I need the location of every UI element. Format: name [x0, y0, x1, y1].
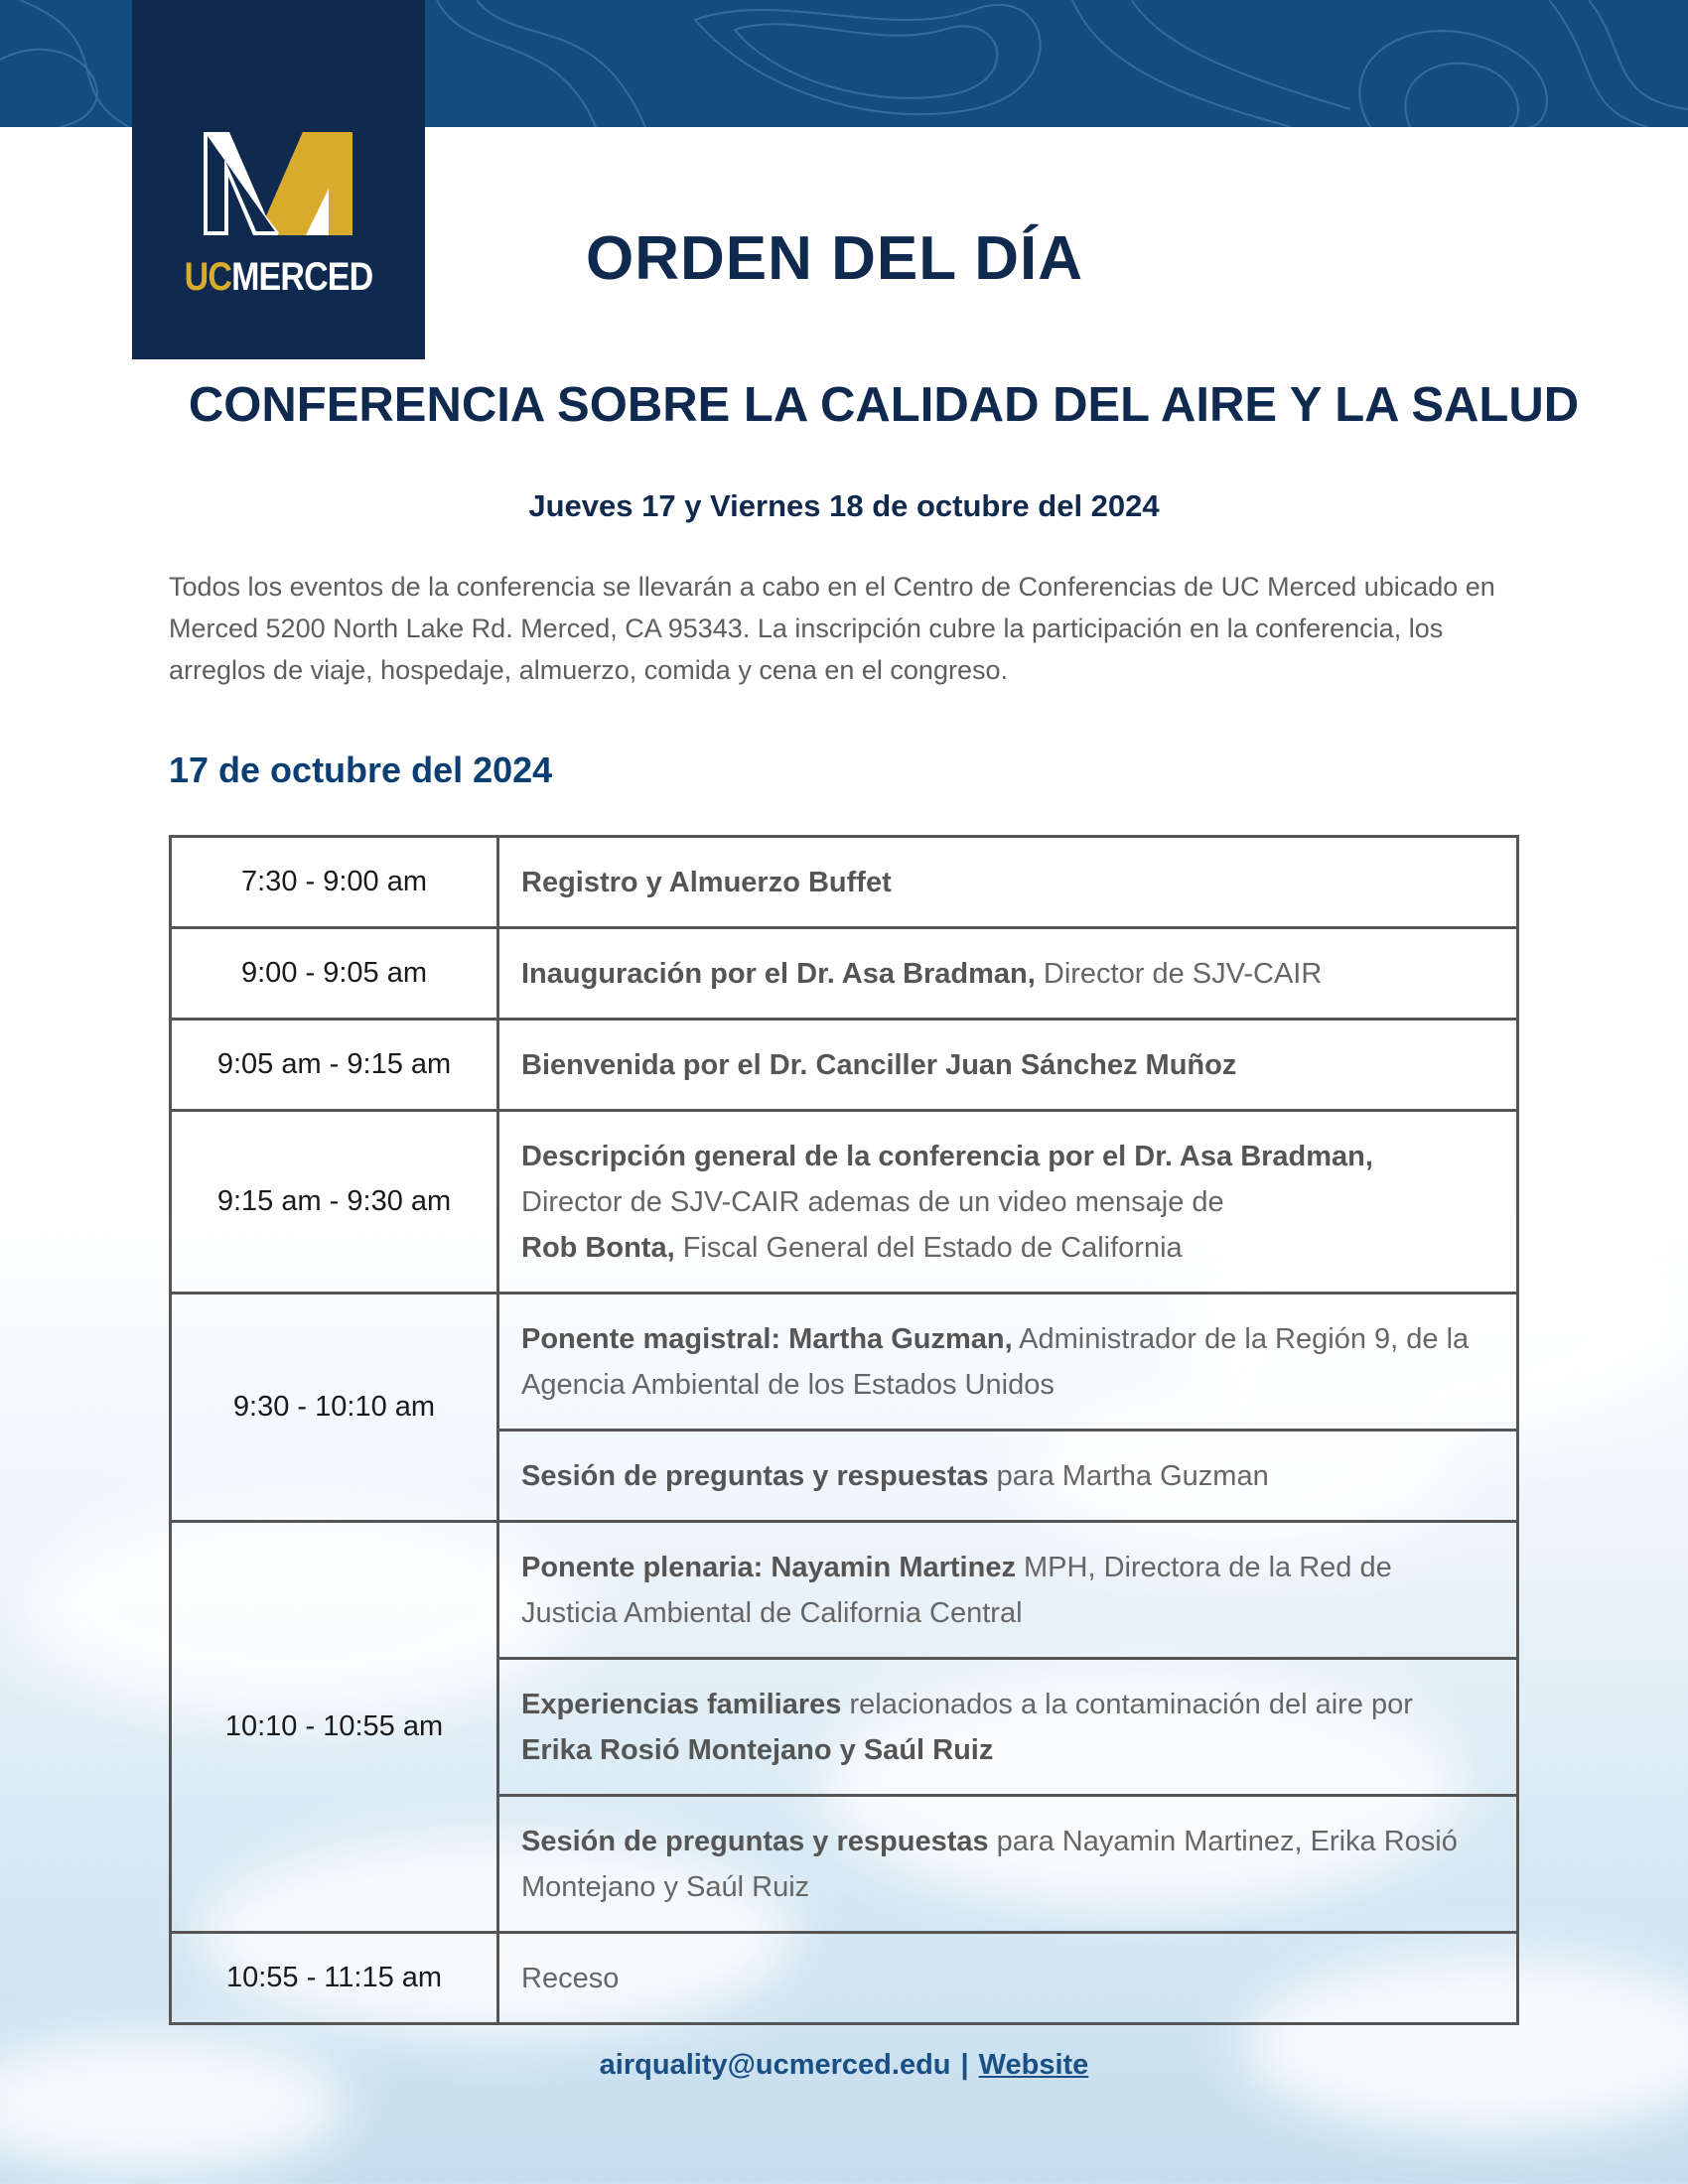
- agenda-text-bold: Erika Rosió Montejano y Saúl Ruiz: [521, 1733, 994, 1766]
- agenda-text-bold: Sesión de preguntas y respuestas: [521, 1825, 989, 1857]
- logo-wordmark: [154, 255, 403, 300]
- agenda-text-bold: Experiencias familiares: [521, 1688, 842, 1720]
- agenda-time: 9:05 am - 9:15 am: [171, 1020, 498, 1111]
- agenda-description: [498, 1522, 1518, 1659]
- agenda-description: [498, 1796, 1518, 1933]
- agenda-description: [498, 1431, 1518, 1522]
- agenda-text: Receso: [521, 1962, 620, 1994]
- agenda-text-bold: Bienvenida por el Dr. Canciller Juan Sánchez Muñoz: [521, 1048, 1237, 1081]
- agenda-row: [171, 1020, 1518, 1111]
- agenda-text: Director de SJV-CAIR: [1035, 957, 1323, 990]
- agenda-text: Administrador de la Región 9, de la Agencia Ambiental de los Estados Unidos: [521, 1322, 1470, 1401]
- agenda-row: [171, 1294, 1518, 1431]
- agenda-text-bold: Ponente plenaria: Nayamin Martinez: [521, 1551, 1016, 1583]
- agenda-description: [498, 837, 1518, 928]
- agenda-text-bold: Descripción general de la conferencia por el Dr. Asa Bradman,: [521, 1140, 1373, 1172]
- agenda-description: [498, 1933, 1518, 2024]
- conference-title: CONFERENCIA SOBRE LA CALIDAD DEL AIRE Y LA SALUD: [188, 378, 1580, 432]
- agenda-time: 9:30 - 10:10 am: [171, 1294, 498, 1522]
- agenda-row: [171, 1111, 1518, 1294]
- agenda-row: [171, 1933, 1518, 2024]
- website-link[interactable]: Website: [978, 2049, 1089, 2081]
- agenda-text-bold: Rob Bonta,: [521, 1231, 675, 1264]
- agenda-text: MPH, Directora de la Red de Justicia Ambiental de California Central: [521, 1551, 1392, 1629]
- agenda-row: [171, 1522, 1518, 1659]
- agenda-description: [498, 1659, 1518, 1796]
- agenda-description: [498, 928, 1518, 1020]
- footer-contact: [0, 2049, 1688, 2082]
- footer-separator: |: [960, 2049, 969, 2081]
- agenda-text: Director de SJV-CAIR ademas de un video mensaje de: [521, 1185, 1224, 1218]
- agenda-text-bold: Sesión de preguntas y respuestas: [521, 1459, 989, 1492]
- agenda-text: para Nayamin Martinez, Erika Rosió Montejano y Saúl Ruiz: [521, 1825, 1458, 1903]
- agenda-text: para Martha Guzman: [988, 1459, 1269, 1492]
- agenda-text-bold: Inauguración por el Dr. Asa Bradman,: [521, 957, 1036, 990]
- agenda-time: 9:00 - 9:05 am: [171, 928, 498, 1020]
- day-heading: 17 de octubre del 2024: [169, 750, 553, 790]
- agenda-time: 10:10 - 10:55 am: [171, 1522, 498, 1933]
- m-logo-icon: [132, 0, 425, 359]
- logo-uc-text: UC: [184, 255, 232, 299]
- agenda-text: relacionados a la contaminación del aire por: [841, 1688, 1413, 1720]
- uc-merced-logo: [132, 0, 425, 359]
- agenda-row: [171, 928, 1518, 1020]
- agenda-description: [498, 1020, 1518, 1111]
- intro-paragraph: Todos los eventos de la conferencia se llevarán a cabo en el Centro de Conferencias de UC Merced ubicado en Merced 5200 North Lake Rd. Merced, CA 95343. La inscripción cubre la participación en la conferencia, los arreglos de viaje, hospedaje, almuerzo, comida y cena en el congreso.: [169, 572, 1495, 685]
- agenda-description: [498, 1294, 1518, 1431]
- agenda-time: 7:30 - 9:00 am: [171, 837, 498, 928]
- conference-dates: Jueves 17 y Viernes 18 de octubre del 2024: [528, 488, 1160, 523]
- agenda-table: [169, 835, 1519, 2025]
- agenda-text-bold: Ponente magistral: Martha Guzman,: [521, 1322, 1013, 1355]
- agenda-row: [171, 837, 1518, 928]
- agenda-text: Fiscal General del Estado de California: [674, 1231, 1183, 1264]
- agenda-time: 9:15 am - 9:30 am: [171, 1111, 498, 1294]
- agenda-text-bold: Registro y Almuerzo Buffet: [521, 866, 892, 898]
- logo-merced-text: MERCED: [231, 255, 373, 299]
- page-title: ORDEN DEL DÍA: [586, 224, 1084, 293]
- contact-email[interactable]: airquality@ucmerced.edu: [599, 2049, 951, 2081]
- agenda-description: [498, 1111, 1518, 1294]
- agenda-time: 10:55 - 11:15 am: [171, 1933, 498, 2024]
